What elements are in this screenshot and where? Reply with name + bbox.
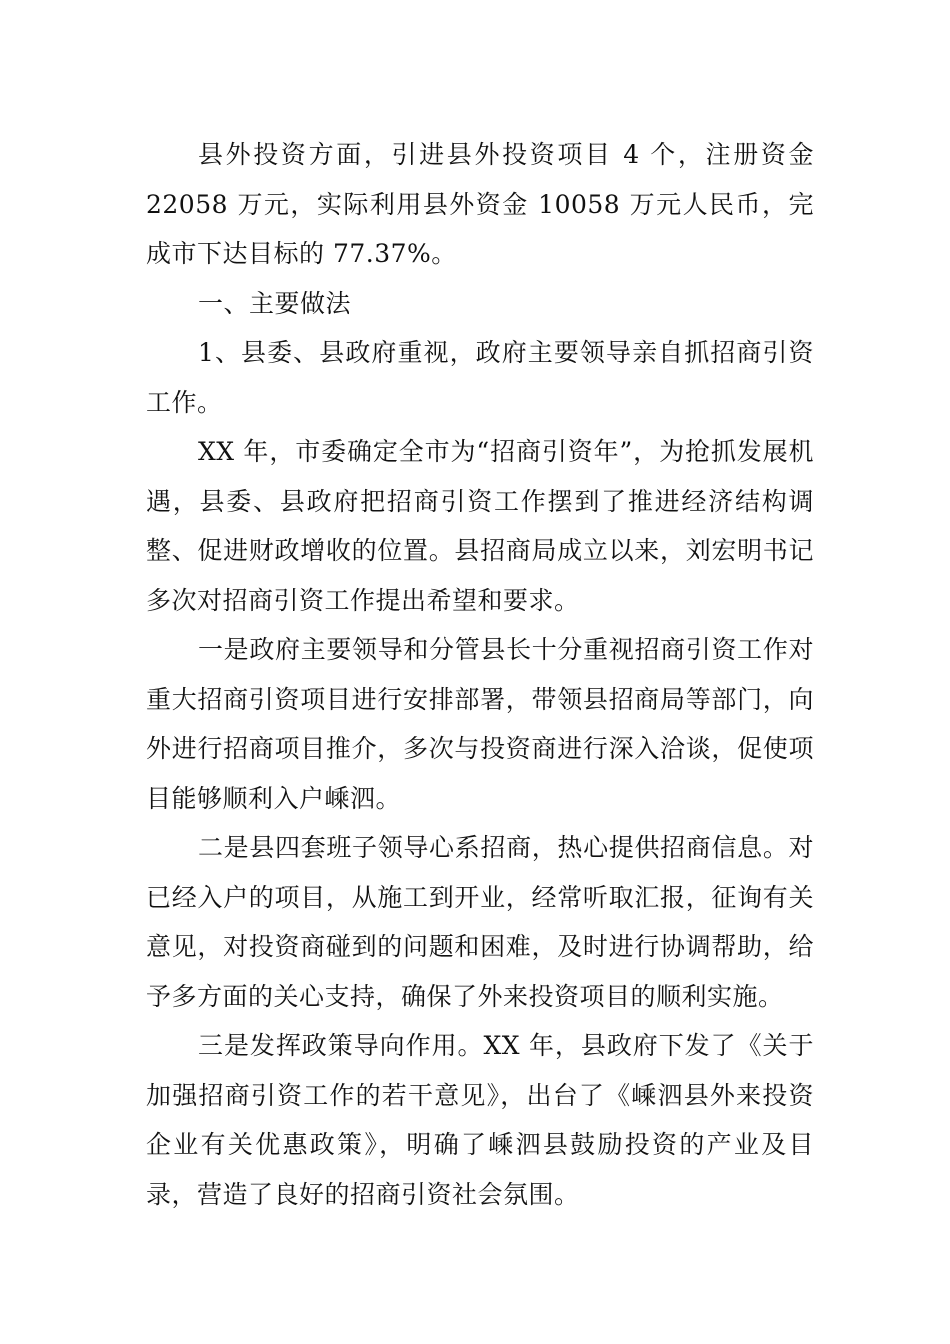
paragraph-first-measure: 一是政府主要领导和分管县长十分重视招商引资工作对重大招商引资项目进行安排部署，带领县招商局等部门，向外进行招商项目推介，多次与投资商进行深入洽谈，促使项目能够顺利入户嵊泗。 xyxy=(146,635,814,813)
paragraph-third-measure: 三是发挥政策导向作用。XX 年，县政府下发了《关于加强招商引资工作的若干意见》，出台了《嵊泗县外来投资企业有关优惠政策》，明确了嵊泗县鼓励投资的产业及目录，营造了良好的招商引资社会氛围。 xyxy=(146,1031,814,1209)
document-page xyxy=(146,130,814,1219)
paragraph-investment-summary: 县外投资方面，引进县外投资项目 4 个，注册资金 22058 万元，实际利用县外资金 10058 万元人民币，完成市下达目标的 77.37%。 xyxy=(146,140,814,268)
section-heading-main-practices: 一、主要做法 xyxy=(198,288,352,318)
paragraph-second-measure: 二是县四套班子领导心系招商，热心提供招商信息。对已经入户的项目，从施工到开业，经常听取汇报，征询有关意见，对投资商碰到的问题和困难，及时进行协调帮助，给予多方面的关心支持，确保了外来投资项目的顺利实施。 xyxy=(146,833,814,1011)
paragraph-investment-year: XX 年，市委确定全市为“招商引资年”，为抢抓发展机遇，县委、县政府把招商引资工作摆到了推进经济结构调整、促进财政增收的位置。县招商局成立以来，刘宏明书记多次对招商引资工作提出希望和要求。 xyxy=(146,437,814,615)
paragraph-point-1: 1、县委、县政府重视，政府主要领导亲自抓招商引资工作。 xyxy=(146,338,814,417)
